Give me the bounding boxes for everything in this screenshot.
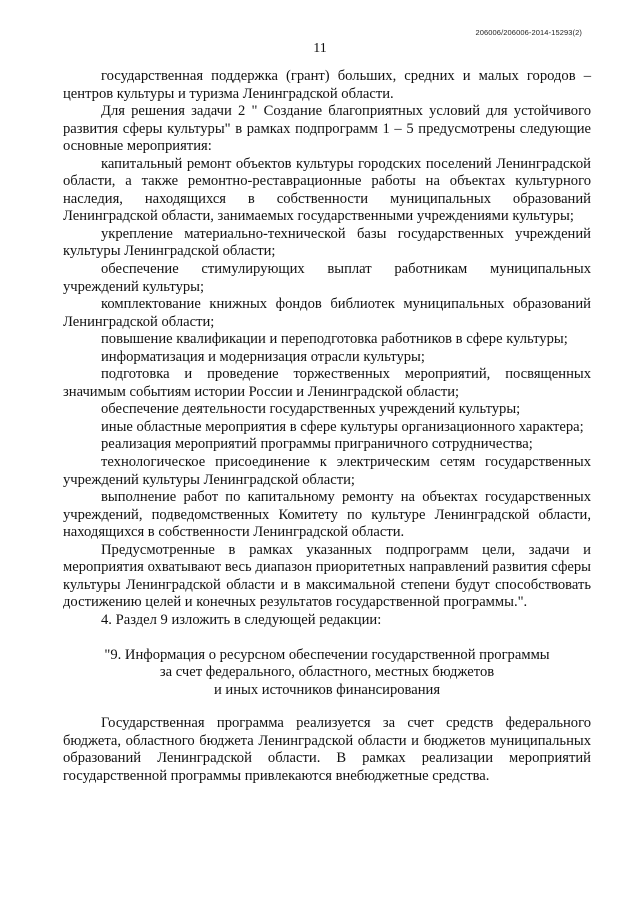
list-item: технологическое присоединение к электрическим сетям государственных учреждений культуры Ленинградской области; [63,454,591,488]
document-id: 206006/206006-2014-15293(2) [475,28,582,37]
paragraph: Для решения задачи 2 " Создание благоприятных условий для устойчивого развития сферы культуры" в рамках подпрограмм 1 – 5 предусмотрены следующие основные мероприятия: [63,103,591,155]
list-item: капитальный ремонт объектов культуры городских поселений Ленинградской области, а также ремонтно-реставрационные работы на объектах культурного наследия, находящихся в собственности муниципальных образований Ленинградской области, занимаемых государственными учреждениями культуры; [63,155,591,225]
list-item: обеспечение стимулирующих выплат работникам муниципальных учреждений культуры; [63,261,591,295]
list-item: повышение квалификации и переподготовка работников в сфере культуры; [101,331,568,348]
list-item: комплектование книжных фондов библиотек муниципальных образований Ленинградской области; [63,296,591,330]
list-item: реализация мероприятий программы приграничного сотрудничества; [101,436,533,453]
list-item: информатизация и модернизация отрасли культуры; [101,348,425,365]
document-body [63,68,591,785]
paragraph: государственная поддержка (грант) больших, средних и малых городов – центров культуры и туризма Ленинградской области. [63,68,591,102]
section-heading-line: "9. Информация о ресурсном обеспечении государственной программы [104,646,550,663]
list-item: подготовка и проведение торжественных мероприятий, посвященных значимым событиям истории России и Ленинградской области; [63,366,591,400]
page-number: 11 [313,41,327,56]
list-item: укрепление материально-технической базы государственных учреждений культуры Ленинградской области; [63,225,591,260]
section-heading [63,647,591,700]
section-heading-line: за счет федерального, областного, местных бюджетов [159,664,495,681]
list-item: выполнение работ по капитальному ремонту на объектах государственных учреждений, подведомственных Комитету по культуре Ленинградской области, находящихся в собственности Ленинградской области. [63,489,591,541]
paragraph: 4. Раздел 9 изложить в следующей редакции: [101,611,382,628]
section-heading-line: и иных источников финансирования [213,681,441,698]
paragraph: Государственная программа реализуется за счет средств федерального бюджета, областного бюджета Ленинградской области и бюджетов муниципальных образований Ленинградской области. В рамках реализации мероприятий государственной программы привлекаются внебюджетные средства. [63,715,591,784]
list-item: иные областные мероприятия в сфере культуры организационного характера; [101,418,584,435]
list-item: обеспечение деятельности государственных учреждений культуры; [101,401,521,418]
paragraph: Предусмотренные в рамках указанных подпрограмм цели, задачи и мероприятия охватывают весь диапазон приоритетных направлений развития сферы культуры Ленинградской области и в максимальной степени будут способствовать достижению целей и конечных результатов государственной программы.". [63,541,591,611]
